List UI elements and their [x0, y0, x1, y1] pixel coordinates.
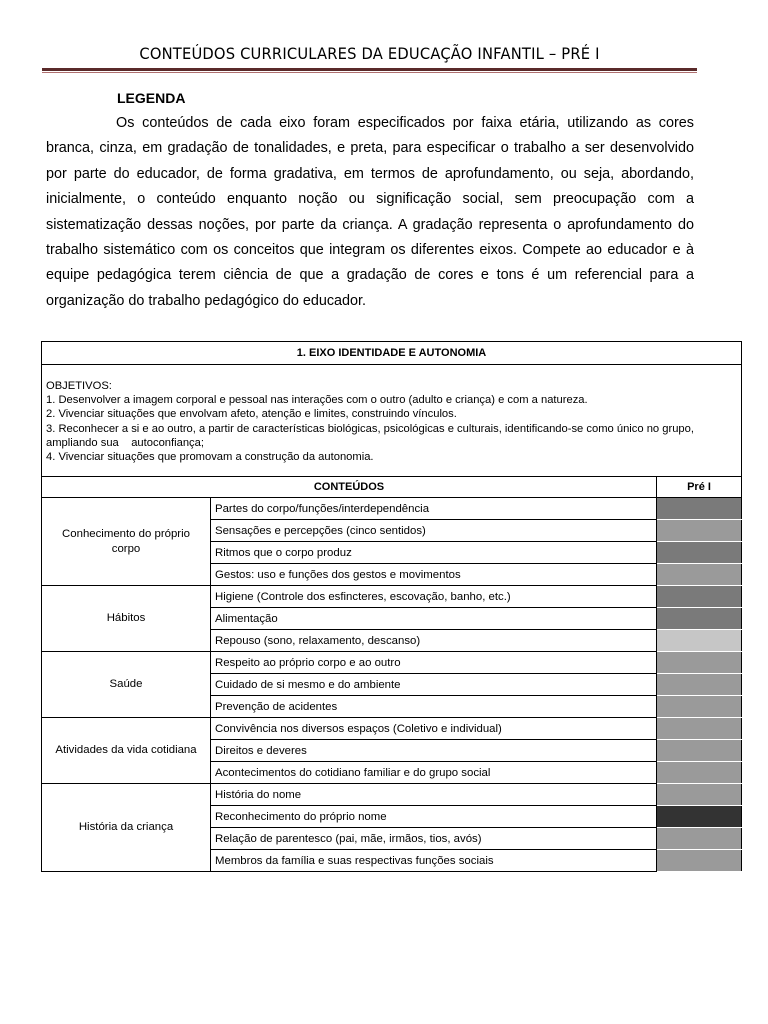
content-cell: Prevenção de acidentes [211, 696, 657, 718]
level-shade-cell [657, 498, 742, 520]
category-cell: História da criança [42, 784, 211, 872]
level-shade-cell [657, 828, 742, 850]
page-title: CONTEÚDOS CURRICULARES DA EDUCAÇÃO INFANTIL – PRÉ I [139, 44, 600, 63]
table-row [42, 498, 742, 520]
content-cell: Relação de parentesco (pai, mãe, irmãos, tios, avós) [211, 828, 657, 850]
table-row [42, 784, 742, 806]
category-cell: Atividades da vida cotidiana [42, 718, 211, 784]
content-cell: Direitos e deveres [211, 740, 657, 762]
category-cell: Hábitos [42, 586, 211, 652]
table-row [42, 586, 742, 608]
content-cell: Partes do corpo/funções/interdependência [211, 498, 657, 520]
objectives-label: OBJETIVOS: [46, 380, 112, 392]
level-shade-cell [657, 806, 742, 828]
objective-item: 4. Vivenciar situações que promovam a construção da autonomia. [46, 451, 374, 464]
title-divider [42, 68, 697, 71]
column-header-level: Pré I [657, 477, 742, 498]
column-header-contents: CONTEÚDOS [42, 477, 657, 498]
title-divider-accent [42, 72, 697, 73]
level-shade-cell [657, 696, 742, 718]
objective-item: 3. Reconhecer a si e ao outro, a partir de características biológicas, psicológicas e culturais, identificando-se como único no grupo, ampliando sua autoconfiança; [46, 422, 698, 449]
level-shade-cell [657, 762, 742, 784]
content-cell: Cuidado de si mesmo e do ambiente [211, 674, 657, 696]
content-cell: Membros da família e suas respectivas funções sociais [211, 850, 657, 872]
content-cell: Ritmos que o corpo produz [211, 542, 657, 564]
objective-item: 1. Desenvolver a imagem corporal e pessoal nas interações com o outro (adulto e criança) e com a natureza. [46, 394, 588, 407]
table-row [42, 652, 742, 674]
level-shade-cell [657, 608, 742, 630]
content-cell: Respeito ao próprio corpo e ao outro [211, 652, 657, 674]
objective-item: 2. Vivenciar situações que envolvam afeto, atenção e limites, construindo vínculos. [46, 408, 457, 421]
content-cell: Repouso (sono, relaxamento, descanso) [211, 630, 657, 652]
level-shade-cell [657, 630, 742, 652]
level-shade-cell [657, 652, 742, 674]
level-shade-cell [657, 850, 742, 872]
level-shade-cell [657, 564, 742, 586]
category-cell: Saúde [42, 652, 211, 718]
objectives-block [42, 365, 742, 477]
level-shade-cell [657, 586, 742, 608]
level-shade-cell [657, 718, 742, 740]
curriculum-table [41, 341, 742, 872]
content-cell: Convivência nos diversos espaços (Coletivo e individual) [211, 718, 657, 740]
eixo-title: 1. EIXO IDENTIDADE E AUTONOMIA [42, 342, 742, 365]
content-cell: Sensações e percepções (cinco sentidos) [211, 520, 657, 542]
content-cell: Acontecimentos do cotidiano familiar e do grupo social [211, 762, 657, 784]
level-shade-cell [657, 674, 742, 696]
category-cell: Conhecimento do próprio corpo [42, 498, 211, 586]
table-row [42, 718, 742, 740]
content-cell: História do nome [211, 784, 657, 806]
level-shade-cell [657, 740, 742, 762]
level-shade-cell [657, 520, 742, 542]
legend-heading: LEGENDA [117, 90, 186, 106]
level-shade-cell [657, 542, 742, 564]
legend-paragraph: Os conteúdos de cada eixo foram especificados por faixa etária, utilizando as cores branca, cinza, em gradação de tonalidades, e preta, para especificar o trabalho a ser desenvolvido por parte do educador, de forma gradativa, em termos de aprofundamento, ou seja, abordando, inicialmente, o conteúdo enquanto noção ou significação social, sem preocupação com a sistematização dessas noções, por parte da criança. A gradação representa o aprofundamento do trabalho sistemático com os conceitos que integram os diferentes eixos. Compete ao educador e à equipe pedagógica terem ciência de que a gradação de cores e tons é um referencial para a organização do trabalho pedagógico do educador. [46, 115, 694, 309]
content-cell: Reconhecimento do próprio nome [211, 806, 657, 828]
content-cell: Alimentação [211, 608, 657, 630]
content-cell: Higiene (Controle dos esfincteres, escovação, banho, etc.) [211, 586, 657, 608]
content-cell: Gestos: uso e funções dos gestos e movimentos [211, 564, 657, 586]
level-shade-cell [657, 784, 742, 806]
